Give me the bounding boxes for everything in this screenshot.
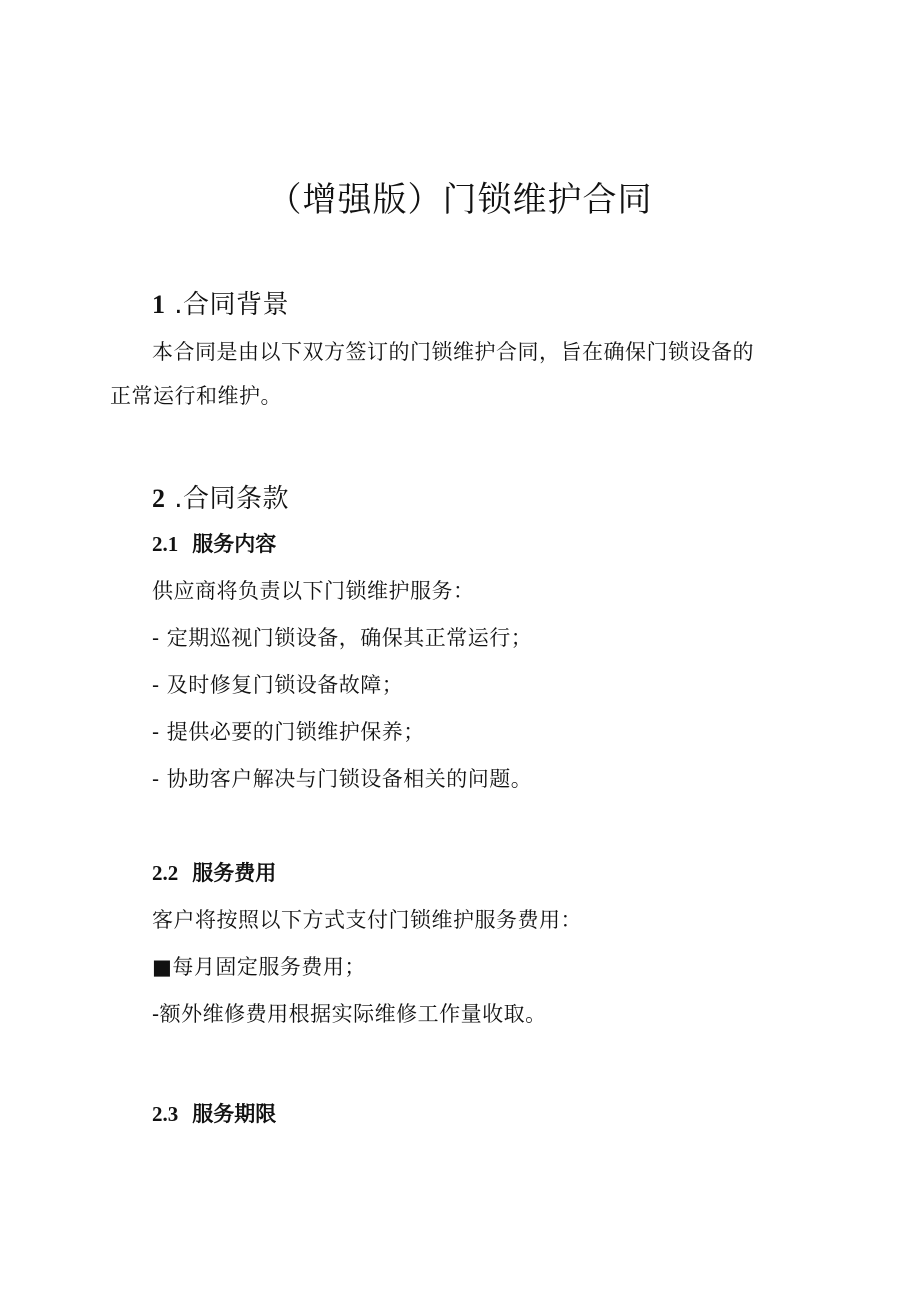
list-item: - 协助客户解决与门锁设备相关的问题。 [152,767,533,791]
subsection-2-2-heading [152,857,276,887]
subsection-2-3-number: 2.3 [152,1102,179,1126]
list-item: - 提供必要的门锁维护保养； [152,720,425,744]
section-2-heading [152,478,289,515]
list-item: - 及时修复门锁设备故障； [152,673,404,697]
section-1-heading [152,284,289,321]
list-item: ■每月固定服务费用； [152,955,366,979]
section-2-number: 2 [152,484,166,513]
list-item: -额外维修费用根据实际维修工作量收取。 [152,1002,547,1026]
section-1-title: .合同背景 [174,290,290,320]
section-1-paragraph-line-1: 本合同是由以下双方签订的门锁维护合同，旨在确保门锁设备的 [152,340,754,364]
subsection-2-2-intro: 客户将按照以下方式支付门锁维护服务费用： [152,908,582,932]
section-1-paragraph-line-2: 正常运行和维护。 [110,384,282,408]
subsection-2-1-number: 2.1 [152,532,179,556]
subsection-2-3-heading [152,1098,276,1128]
list-item: - 定期巡视门锁设备，确保其正常运行； [152,626,533,650]
subsection-2-3-title: 服务期限 [192,1102,277,1126]
subsection-2-2-number: 2.2 [152,861,179,885]
document-title: （增强版）门锁维护合同 [267,180,653,220]
section-1-number: 1 [152,290,166,319]
subsection-2-1-heading [152,528,276,558]
subsection-2-1-intro: 供应商将负责以下门锁维护服务： [152,579,475,603]
subsection-2-1-title: 服务内容 [192,532,277,556]
subsection-2-2-title: 服务费用 [192,861,277,885]
section-2-title: .合同条款 [174,484,290,514]
